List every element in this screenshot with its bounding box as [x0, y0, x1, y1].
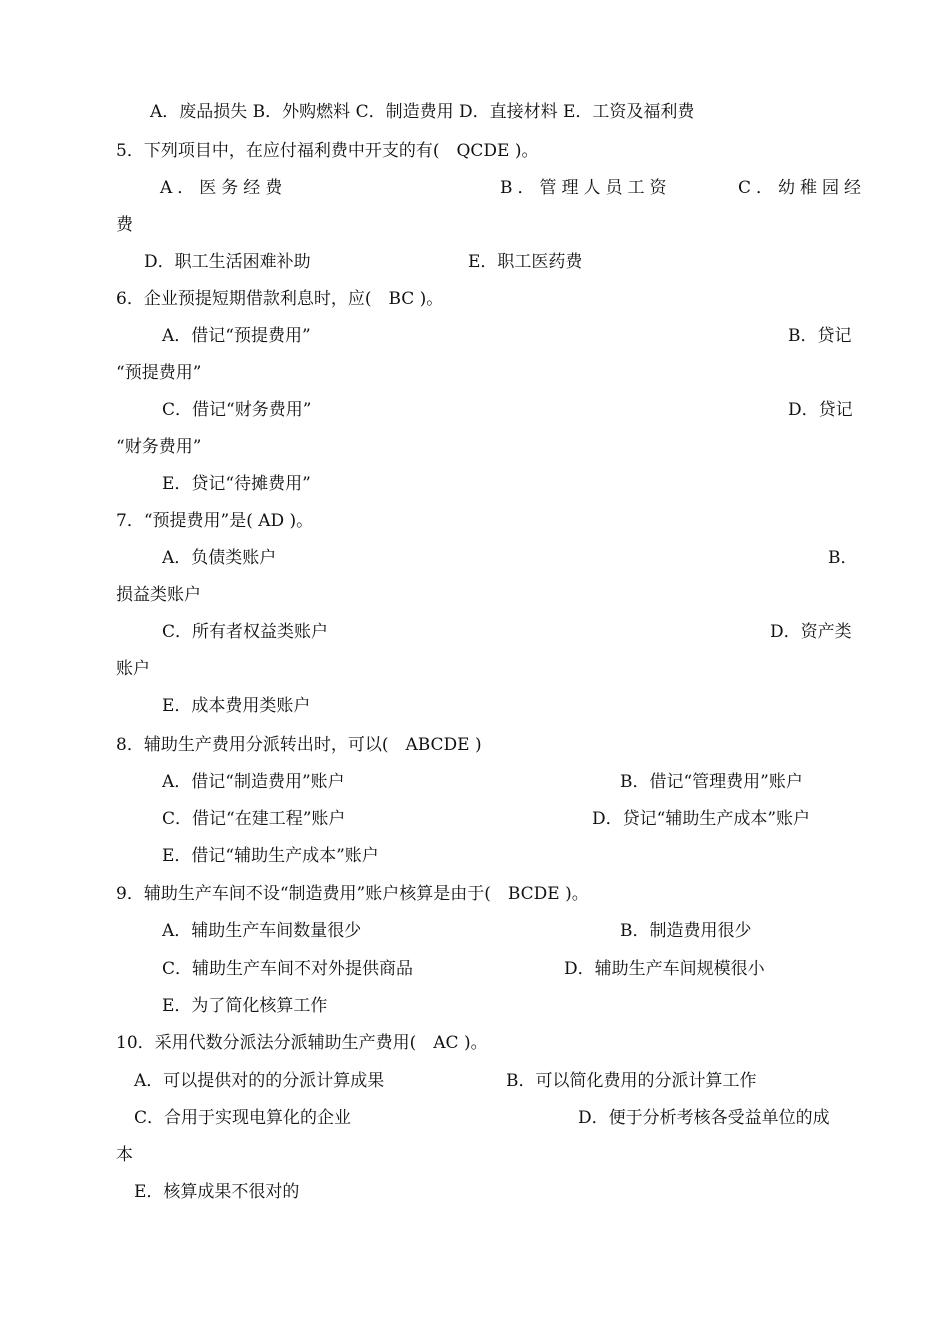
q6-option-a: A．借记“预提费用”	[162, 326, 311, 346]
q7-option-b: B．	[828, 548, 858, 568]
q7-option-d: D．资产类	[770, 622, 852, 642]
q7-option-e: E．成本费用类账户	[162, 696, 311, 716]
q10-option-d: D．便于分析考核各受益单位的成	[578, 1108, 830, 1128]
q7-option-d-cont: 账户	[116, 659, 150, 679]
q8-option-d: D．贷记“辅助生产成本”账户	[592, 809, 811, 829]
q8-option-b: B．借记“管理费用”账户	[620, 772, 803, 792]
q6-option-e: E．贷记“待摊费用”	[162, 474, 311, 494]
q5-option-e: E．职工医药费	[468, 252, 583, 272]
q5-question: 5．下列项目中，在应付福利费中开支的有( QCDE )。	[116, 141, 539, 161]
q7-option-a: A．负债类账户	[162, 548, 277, 568]
q9-option-c: C．辅助生产车间不对外提供商品	[162, 959, 414, 979]
q9-option-e: E．为了简化核算工作	[162, 996, 328, 1016]
q5-option-d: D．职工生活困难补助	[144, 252, 311, 272]
q9-option-d: D．辅助生产车间规模很小	[564, 959, 765, 979]
q5-option-a: A．医务经费	[160, 178, 288, 198]
q5-option-c: C．幼稚园经	[738, 178, 867, 198]
q9-option-a: A．辅助生产车间数量很少	[162, 921, 362, 941]
q9-option-b: B．制造费用很少	[620, 921, 752, 941]
q7-option-b-cont: 损益类账户	[116, 585, 201, 605]
q6-question: 6．企业预提短期借款利息时，应( BC )。	[116, 289, 444, 309]
q7-option-c: C．所有者权益类账户	[162, 622, 329, 642]
q6-option-c: C．借记“财务费用”	[162, 400, 312, 420]
q10-option-d-cont: 本	[116, 1145, 133, 1165]
q5-option-b: B．管理人员工资	[500, 178, 672, 198]
q5-option-c-cont: 费	[116, 215, 133, 235]
q9-question: 9．辅助生产车间不设“制造费用”账户核算是由于( BCDE )。	[116, 884, 589, 904]
q7-question: 7．“预提费用”是( AD )。	[116, 511, 314, 531]
q10-option-c: C．合用于实现电算化的企业	[134, 1108, 352, 1128]
q6-option-d-cont: “财务费用”	[116, 437, 202, 457]
q8-option-a: A．借记“制造费用”账户	[162, 772, 345, 792]
q10-option-a: A．可以提供对的的分派计算成果	[134, 1071, 385, 1091]
q10-option-b: B．可以简化费用的分派计算工作	[506, 1071, 757, 1091]
q4-options: A．废品损失 B．外购燃料 C．制造费用 D．直接材料 E．工资及福利费	[150, 102, 695, 122]
q10-question: 10．采用代数分派法分派辅助生产费用( AC )。	[116, 1033, 488, 1053]
q6-option-b-cont: “预提费用”	[116, 363, 202, 383]
q10-option-e: E．核算成果不很对的	[134, 1182, 300, 1202]
q6-option-b: B．贷记	[788, 326, 852, 346]
q8-question: 8．辅助生产费用分派转出时，可以( ABCDE )	[116, 735, 482, 755]
q6-option-d: D．贷记	[788, 400, 853, 420]
q8-option-e: E．借记“辅助生产成本”账户	[162, 846, 379, 866]
q8-option-c: C．借记“在建工程”账户	[162, 809, 346, 829]
